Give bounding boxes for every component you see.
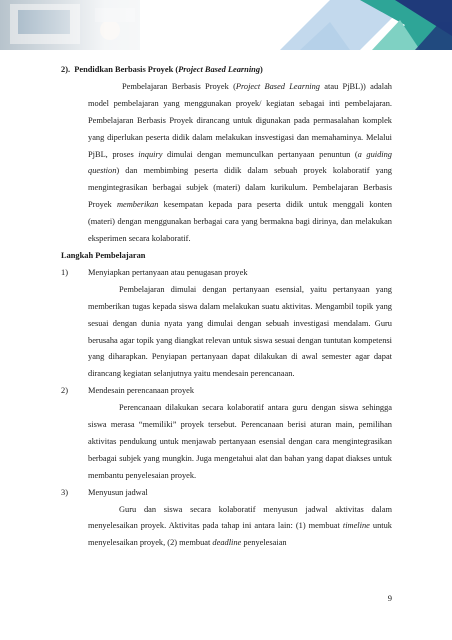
- section-title-close: ): [260, 65, 263, 74]
- intro-italic-1: Project Based Learning: [235, 81, 320, 91]
- section-heading: [61, 62, 392, 79]
- step-number: 2): [61, 386, 68, 396]
- step-body: Perencanaan dilakukan secara kolaboratif antara guru dengan siswa sehingga siswa merasa “memiliki” proyek tersebut. Perencanaan berisi aturan main, pemilihan aktivitas pendukung untuk menjawab pertanyaan esensial dengan cara mengintegrasikan berbagai subjek yang mungkin. Juga mengetahui alat dan bahan yang dapat diakses untuk membantu penyelesaian proyek.: [88, 403, 392, 480]
- step-body: [88, 502, 392, 553]
- step-body-text-3: penyelesaian: [241, 538, 287, 548]
- step-number: 3): [61, 487, 68, 497]
- intro-text-2: atau PjBL)) adalah model pembelajaran yang menggunakan proyek/ kegiatan sebagai inti pembelajaran. Pembelajaran Berbasis Proyek dirancang untuk digunakan pada permasalahan komplek yang diperlukan peserta didik dalam melakukan insvestigasi dan memahaminya. Melalui PjBL, proses: [88, 81, 392, 159]
- page-number: 9: [387, 593, 392, 603]
- step-item-1: [61, 265, 392, 383]
- step-body-text-2: untuk menyelesaikan proyek, (2) membuat: [88, 521, 392, 548]
- intro-italic-3: a guiding question: [88, 149, 392, 176]
- step-body-italic-1: timeline: [342, 521, 370, 531]
- step-item-3: [61, 485, 392, 553]
- section-number: 2).: [61, 65, 71, 74]
- intro-paragraph: [61, 79, 392, 248]
- intro-text-5: kesempatan kepada para peserta didik untuk menggali konten (materi) dengan menggunakan berbagai cara yang bermakna bagi dirinya, dan melakukan eksperimen secara kolaboratif.: [88, 200, 392, 244]
- step-title-text: Menyusun jadwal: [88, 487, 148, 497]
- step-title: [61, 383, 392, 400]
- step-body: Pembelajaran dimulai dengan pertanyaan esensial, yaitu pertanyaan yang memberikan tugas kepada siswa dalam melakukan suatu aktivitas. Mengambil topik yang sesuai dengan dunia nyata yang dimulai dengan sebuah investigasi mendalam. Guru berusaha agar topik yang diangkat relevan untuk siswa sesuai dengan tuntutan kompetensi yang diharapkan. Penyiapan pertanyaan dapat dilakukan di awal semester agar dapat dirancang kegiatan selanjutnya yaitu mendesain perencanaan.: [88, 284, 392, 379]
- section-title-italic: Project Based Learning: [178, 65, 261, 74]
- step-item-2: [61, 383, 392, 484]
- intro-text-1: Pembelajaran Berbasis Proyek (: [122, 81, 236, 91]
- header-banner: [0, 0, 452, 50]
- intro-italic-2: inquiry: [138, 149, 163, 159]
- step-title: [61, 485, 392, 502]
- intro-italic-4: memberikan: [116, 200, 159, 210]
- intro-text-4: ) dan membimbing peserta didik dalam sebuah proyek kolaboratif yang mengintegrasikan berbagai subjek (materi) dalam kurikulum. Pembelajaran Berbasis Proyek: [88, 166, 392, 210]
- step-title: [61, 265, 392, 282]
- step-title-text: Menyiapkan pertanyaan atau penugasan proyek: [88, 267, 248, 277]
- section-title: Pendidkan Berbasis Proyek (: [74, 65, 179, 74]
- step-body-italic-2: deadline: [212, 538, 242, 548]
- step-body-text-1: Guru dan siswa secara kolaboratif menyusun jadwal aktivitas dalam menyelesaikan proyek. Aktivitas pada tahap ini antara lain: (1) membuat: [88, 504, 392, 531]
- step-number: 1): [61, 267, 68, 277]
- intro-text-3: dimulai dengan memunculkan pertanyaan penuntun (: [162, 149, 358, 159]
- page-content: [61, 62, 392, 552]
- steps-heading: Langkah Pembelajaran: [61, 250, 146, 260]
- step-title-text: Mendesain perencanaan proyek: [88, 386, 195, 396]
